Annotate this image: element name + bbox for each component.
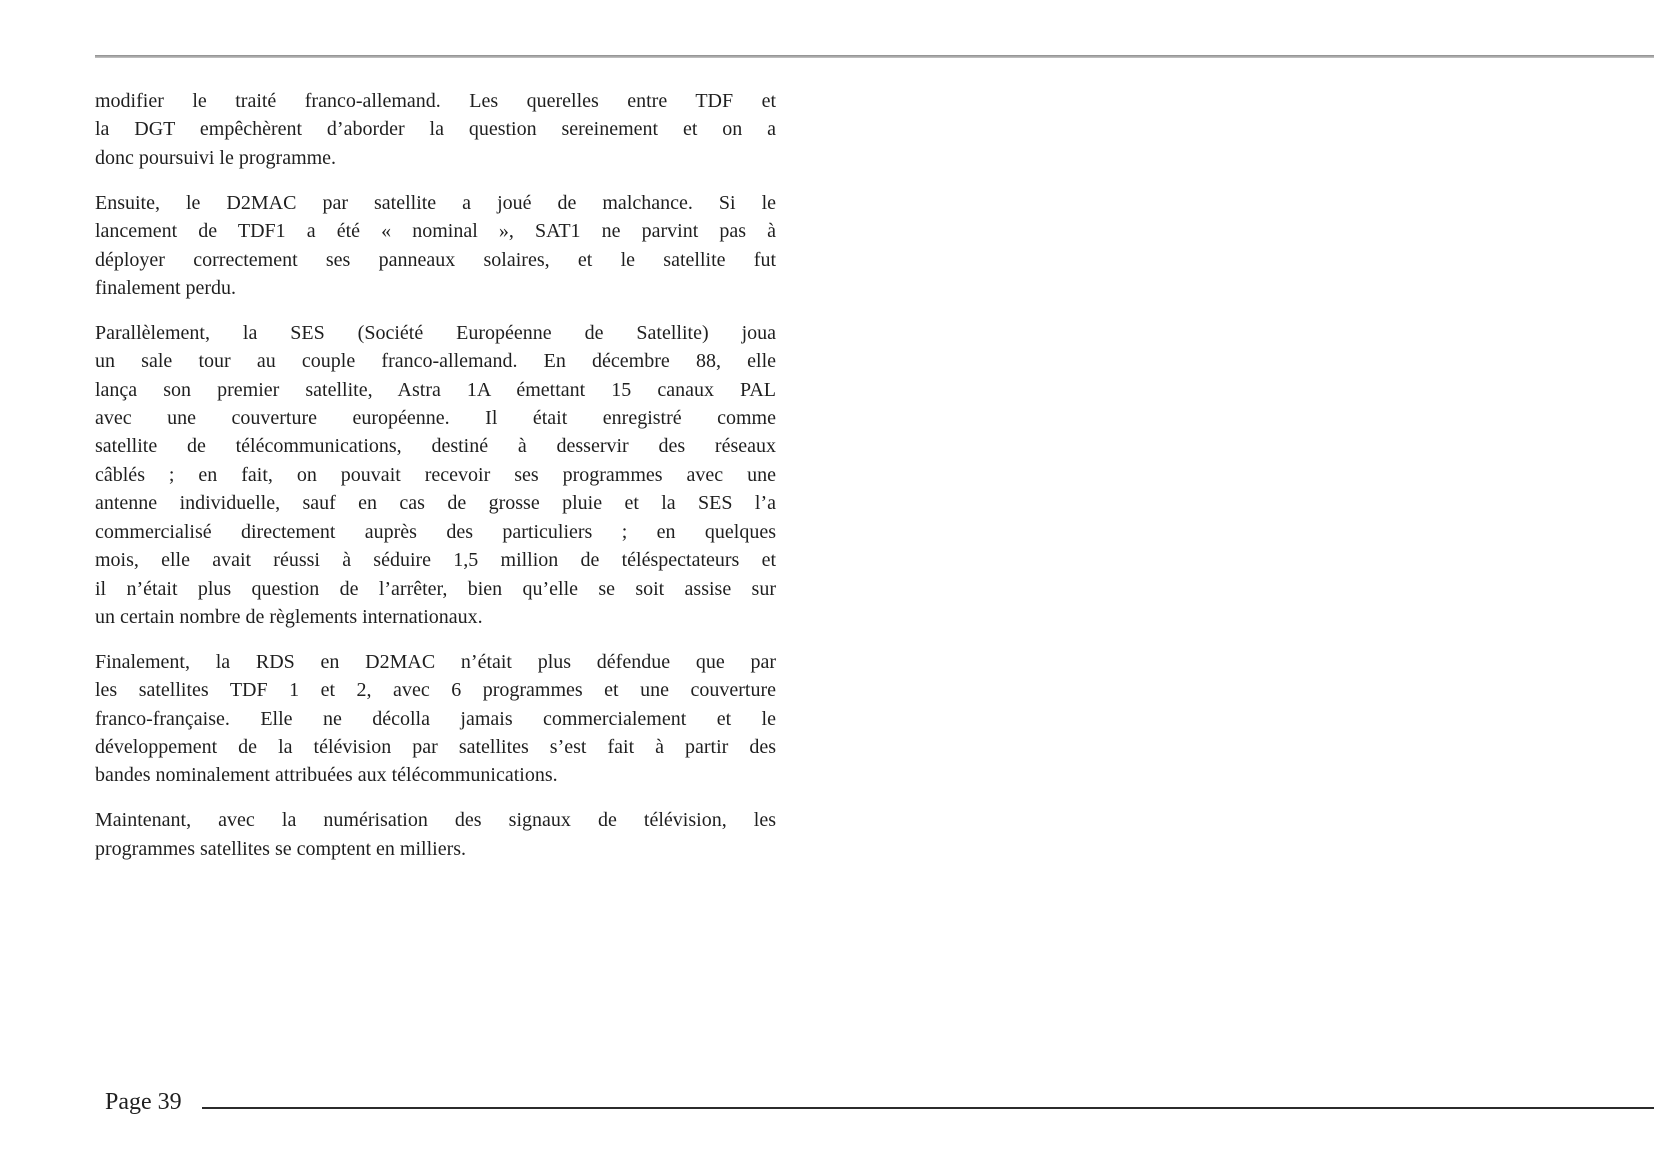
text-line: développement de la télévision par satellites s’est fait à partir des (95, 736, 776, 759)
text-line: Finalement, la RDS en D2MAC n’était plus défendue que par (95, 650, 776, 673)
text-line: donc poursuivi le programme. (95, 146, 337, 169)
page-number-label: Page 39 (105, 1089, 182, 1115)
text-line: câblés ; en fait, on pouvait recevoir ses programmes avec une (95, 463, 776, 486)
paragraph (95, 319, 776, 631)
footer-divider (202, 1107, 1654, 1109)
paragraph (95, 189, 776, 303)
text-line: Ensuite, le D2MAC par satellite a joué de malchance. Si le (95, 191, 776, 214)
text-line: avec une couverture européenne. Il était enregistré comme (95, 407, 776, 430)
text-line: modifier le traité franco-allemand. Les querelles entre TDF et (95, 90, 776, 112)
text-line: antenne individuelle, sauf en cas de grosse pluie et la SES l’a (95, 492, 776, 515)
text-line: la DGT empêchèrent d’aborder la question sereinement et on a (95, 118, 776, 141)
paragraph (95, 806, 776, 863)
text-line: programmes satellites se comptent en milliers. (95, 837, 467, 860)
text-line: un sale tour au couple franco-allemand. En décembre 88, elle (95, 350, 776, 373)
text-line: mois, elle avait réussi à séduire 1,5 million de téléspectateurs et (95, 549, 776, 572)
text-line: franco-française. Elle ne décolla jamais commercialement et le (95, 707, 776, 730)
text-line: Parallèlement, la SES (Société Européenne de Satellite) joua (95, 321, 776, 344)
text-column (95, 87, 776, 880)
text-line: lancement de TDF1 a été « nominal », SAT1 ne parvint pas à (95, 220, 776, 243)
text-line: bandes nominalement attribuées aux télécommunications. (95, 764, 558, 787)
text-line: il n’était plus question de l’arrêter, bien qu’elle se soit assise sur (95, 577, 776, 600)
paragraph (95, 648, 776, 790)
text-line: finalement perdu. (95, 276, 237, 299)
text-line: un certain nombre de règlements internationaux. (95, 605, 483, 628)
text-line: Maintenant, avec la numérisation des signaux de télévision, les (95, 809, 776, 832)
text-line: lança son premier satellite, Astra 1A émettant 15 canaux PAL (95, 378, 776, 401)
text-line: commercialisé directement auprès des particuliers ; en quelques (95, 520, 776, 543)
text-line: les satellites TDF 1 et 2, avec 6 programmes et une couverture (95, 679, 776, 702)
text-line: satellite de télécommunications, destiné à desservir des réseaux (95, 435, 776, 458)
text-line: déployer correctement ses panneaux solaires, et le satellite fut (95, 248, 776, 271)
paragraph (95, 87, 776, 172)
top-divider (95, 55, 1654, 58)
